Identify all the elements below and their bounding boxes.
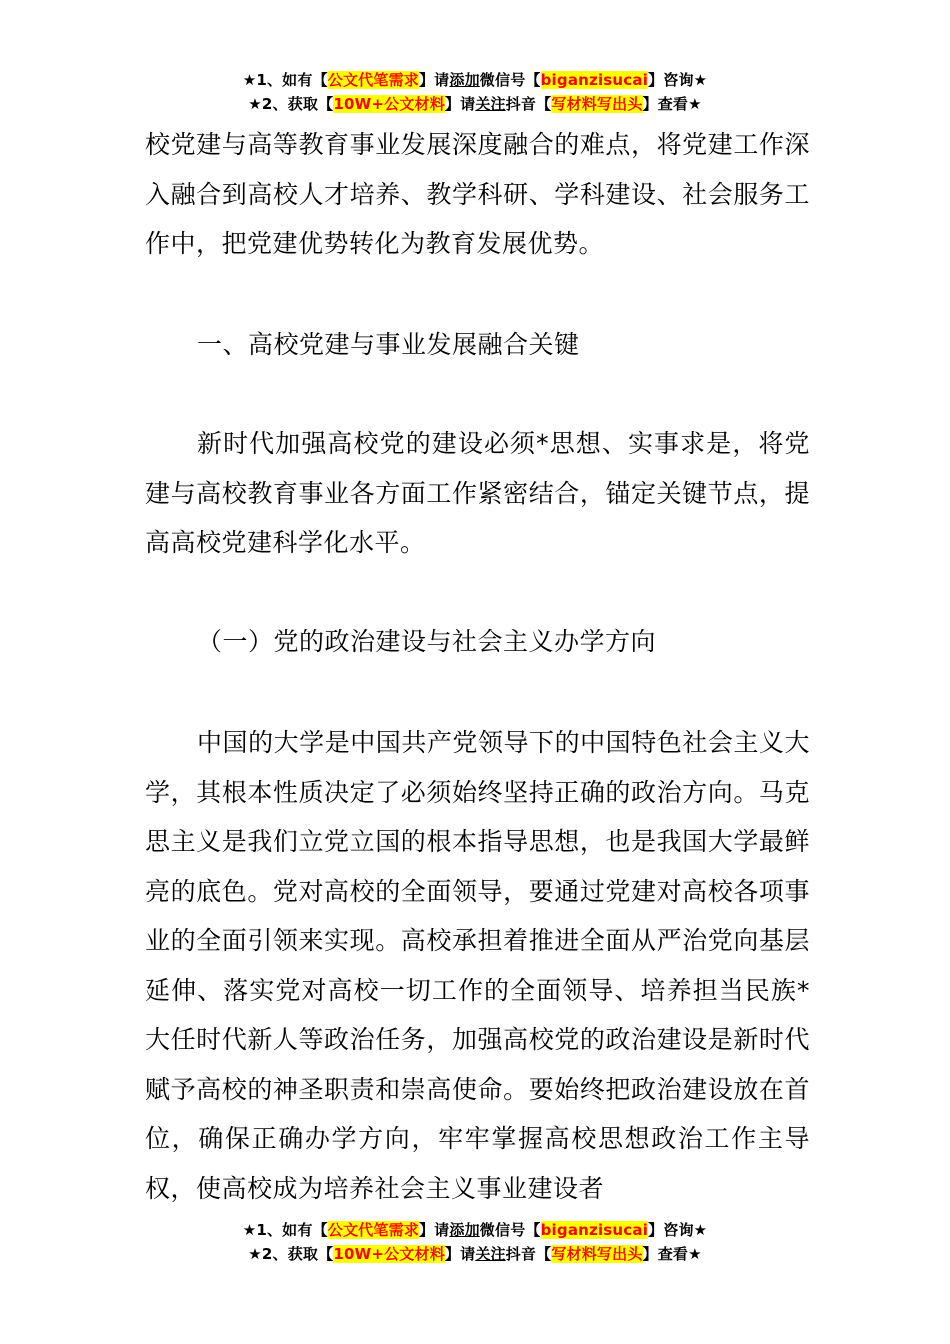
section-heading-1: 一、高校党建与事业发展融合关键 — [197, 330, 580, 359]
banner-emphasis: 关注 — [475, 95, 506, 113]
banner-text: 】请 — [418, 1221, 450, 1239]
banner-text: 微信号【 — [479, 71, 541, 89]
banner-text: 】请 — [444, 1245, 476, 1263]
highlight-tag: 10W+公文材料 — [333, 95, 445, 113]
banner-text: ★1、如有【 — [242, 1221, 328, 1239]
banner-text: 】请 — [444, 95, 476, 113]
banner-text: 】查看★ — [642, 1245, 702, 1263]
banner-line-2 — [0, 1242, 950, 1266]
banner-text: 微信号【 — [479, 1221, 541, 1239]
top-banner — [0, 68, 950, 116]
banner-text: ★2、获取【 — [248, 95, 334, 113]
section-heading-1-1: （一）党的政治建设与社会主义办学方向 — [197, 627, 657, 656]
bottom-banner — [0, 1218, 950, 1266]
banner-emphasis: 添加 — [449, 1221, 480, 1239]
banner-text: ★2、获取【 — [248, 1245, 334, 1263]
highlight-tag: 公文代笔需求 — [327, 71, 419, 89]
highlight-tag: 公文代笔需求 — [327, 1221, 419, 1239]
douyin-account: 写材料写出头 — [551, 1245, 643, 1263]
banner-text: 】查看★ — [642, 95, 702, 113]
paragraph-1: 新时代加强高校党的建设必须*思想、实事求是，将党建与高校教育事业各方面工作紧密结合，锚定关键节点，提高高校党建科学化水平。 — [145, 429, 810, 557]
wechat-id: biganzisucai — [540, 71, 649, 89]
banner-text: 】咨询★ — [648, 71, 708, 89]
paragraph-2: 中国的大学是中国共产党领导下的中国特色社会主义大学，其根本性质决定了必须始终坚持正确的政治方向。马克思主义是我们立党立国的根本指导思想，也是我国大学最鲜亮的底色。党对高校的全面领导，要通过党建对高校各项事业的全面引领来实现。高校承担着推进全面从严治党向基层延伸、落实党对高校一切工作的全面领导、培养担当民族*大任时代新人等政治任务，加强高校党的政治建设是新时代赋予高校的神圣职责和崇高使命。要始终把政治建设放在首位，确保正确办学方向，牢牢掌握高校思想政治工作主导权，使高校成为培养社会主义事业建设者 — [145, 728, 810, 1203]
wechat-id: biganzisucai — [540, 1221, 649, 1239]
paragraph-intro: 校党建与高等教育事业发展深度融合的难点，将党建工作深入融合到高校人才培养、教学科研、学科建设、社会服务工作中，把党建优势转化为教育发展优势。 — [145, 130, 810, 258]
banner-line-1 — [0, 1218, 950, 1242]
banner-emphasis: 关注 — [475, 1245, 506, 1263]
banner-text: ★1、如有【 — [242, 71, 328, 89]
highlight-tag: 10W+公文材料 — [333, 1245, 445, 1263]
douyin-account: 写材料写出头 — [551, 95, 643, 113]
banner-text: 抖音【 — [505, 95, 552, 113]
banner-emphasis: 添加 — [449, 71, 480, 89]
banner-line-1 — [0, 68, 950, 92]
banner-text: 】咨询★ — [648, 1221, 708, 1239]
banner-text: 抖音【 — [505, 1245, 552, 1263]
banner-text: 】请 — [418, 71, 450, 89]
banner-line-2 — [0, 92, 950, 116]
